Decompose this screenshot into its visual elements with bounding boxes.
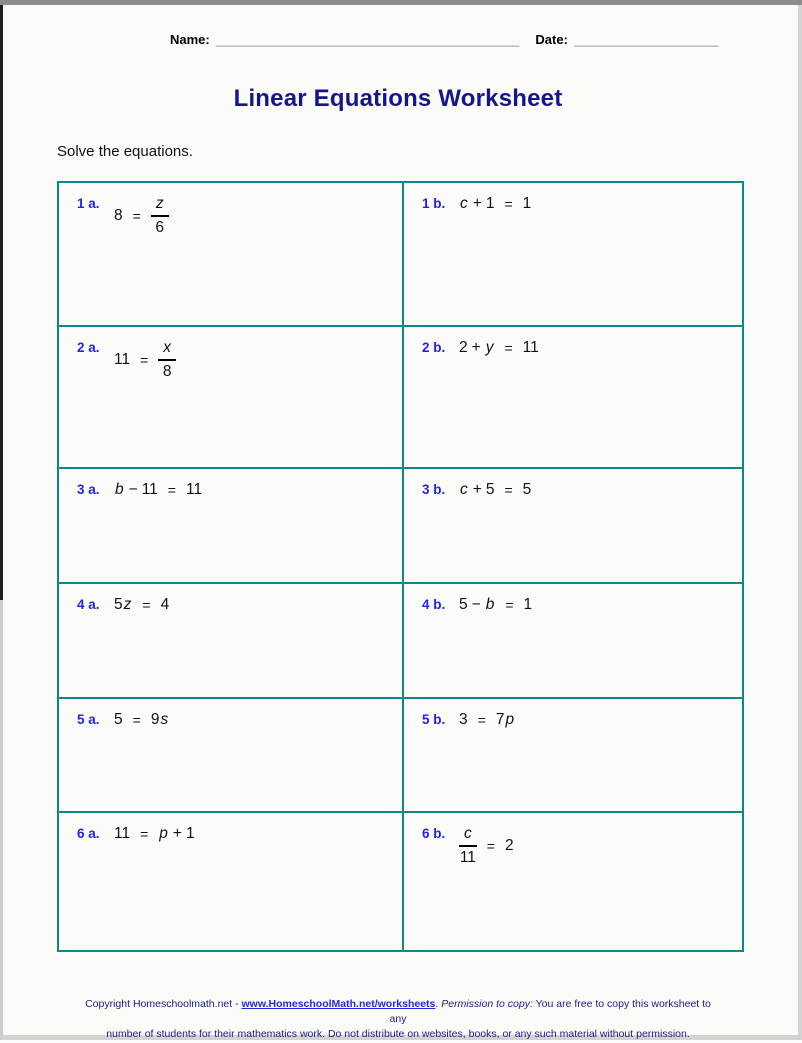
eq-token: = [167,482,176,498]
fraction-denominator: 8 [162,362,172,380]
problem-label: 5 a. [77,712,100,727]
eq-token: 1 [522,195,532,212]
fraction-denominator: 6 [155,218,164,236]
page-edge-left-light [0,600,3,1040]
problem-cell-5b [402,697,742,811]
eq-token: c [460,195,468,212]
eq-token: 5 [459,596,468,613]
equation [459,825,514,867]
eq-token: 7 [495,711,505,728]
page-title: Linear Equations Worksheet [233,85,563,112]
problem-cell-1a [59,183,402,325]
eq-token: 11 [185,481,203,498]
problem-cell-5a [59,697,402,811]
equation [114,195,169,237]
eq-token: = [504,196,513,212]
problem-cell-3a [59,467,402,582]
eq-token: 11 [522,339,539,356]
eq-token: 9 [150,711,160,728]
eq-token: 5 [114,711,123,728]
problem-label: 3 a. [77,482,100,497]
eq-token: + [472,195,482,212]
fraction [151,195,169,237]
problem-label: 5 b. [422,712,446,727]
equation [459,596,532,614]
problem-label: 2 a. [77,340,100,355]
problem-cell-4b [402,582,742,697]
name-label: Name: [170,32,210,47]
eq-token: 2 [504,836,514,854]
page-edge-top [0,0,802,5]
problem-label: 6 a. [77,826,100,841]
footer-link[interactable]: www.HomeschoolMath.net/worksheets [241,998,436,1010]
eq-token: − [128,481,138,498]
date-blank-line: ____________________ [573,32,719,47]
eq-token: = [504,482,513,498]
eq-token: z [123,596,132,613]
equation [114,825,195,843]
eq-token: p [159,825,168,842]
eq-token: 2 [459,339,468,356]
problem-label: 4 a. [77,597,100,612]
eq-token: 11 [114,825,131,842]
eq-token: + [471,339,481,356]
footer-segment: You are free to copy this worksheet to any [389,998,711,1026]
eq-token: y [485,339,494,356]
eq-token: = [132,207,141,224]
problem-label: 1 a. [77,196,100,211]
footer-segment: number of students for their mathematics work. Do not distribute on websites, books, or any such material without permission. [106,1028,690,1041]
fraction-denominator: 11 [459,848,476,866]
eq-token: = [486,837,495,854]
footer-text [78,997,718,1043]
eq-token: = [477,712,486,728]
problem-label: 1 b. [422,196,446,211]
fraction-numerator: x [158,339,176,361]
eq-token: = [142,597,151,613]
name-blank-line: __________________________________________ [215,32,520,47]
eq-token: c [460,481,468,498]
footer-segment: . [435,998,442,1010]
eq-token: 1 [485,195,495,212]
eq-token: = [505,597,514,613]
footer [0,997,796,1043]
eq-token: s [160,711,169,728]
equation [459,711,515,729]
equation [459,339,539,357]
eq-token: 1 [523,596,533,613]
eq-token: 5 [522,481,532,498]
problem-label: 6 b. [422,826,446,841]
name-date-row [170,32,719,47]
problem-cell-1b [402,183,742,325]
fraction-numerator: z [151,195,169,217]
eq-token: 8 [114,206,123,224]
eq-token: + [472,481,482,498]
eq-token: = [504,340,513,356]
date-label: Date: [535,32,568,47]
problem-cell-6b [402,811,742,950]
problems-table [57,181,744,952]
fraction [158,339,176,381]
eq-token: 1 [185,825,195,842]
eq-token: = [140,826,149,842]
problem-label: 2 b. [422,340,446,355]
instruction-text: Solve the equations. [57,143,193,160]
eq-token: 5 [114,596,123,613]
fraction [459,825,477,867]
problem-label: 4 b. [422,597,446,612]
problem-label: 3 b. [422,482,446,497]
eq-token: 11 [114,350,131,368]
eq-token: b [115,481,124,498]
equation [114,339,176,381]
eq-token: 3 [459,711,468,728]
equation [114,596,169,614]
problem-cell-2b [402,325,742,467]
eq-token: + [172,825,182,842]
fraction-numerator: c [459,825,477,847]
eq-token: − [471,596,481,613]
equation [114,711,169,729]
problem-cell-6a [59,811,402,950]
footer-segment: Permission to copy: [441,998,533,1010]
problem-cell-4a [59,582,402,697]
page-edge-right [798,5,802,1040]
problem-cell-3b [402,467,742,582]
equation [459,481,531,499]
eq-token: = [140,351,149,368]
equation [114,481,202,499]
eq-token: b [485,596,495,613]
equation [459,195,531,213]
problem-cell-2a [59,325,402,467]
eq-token: 4 [160,596,170,613]
eq-token: = [132,712,141,728]
eq-token: 11 [141,481,158,498]
footer-segment: Copyright Homeschoolmath.net - [85,998,242,1010]
eq-token: p [505,711,515,728]
eq-token: 5 [485,481,495,498]
